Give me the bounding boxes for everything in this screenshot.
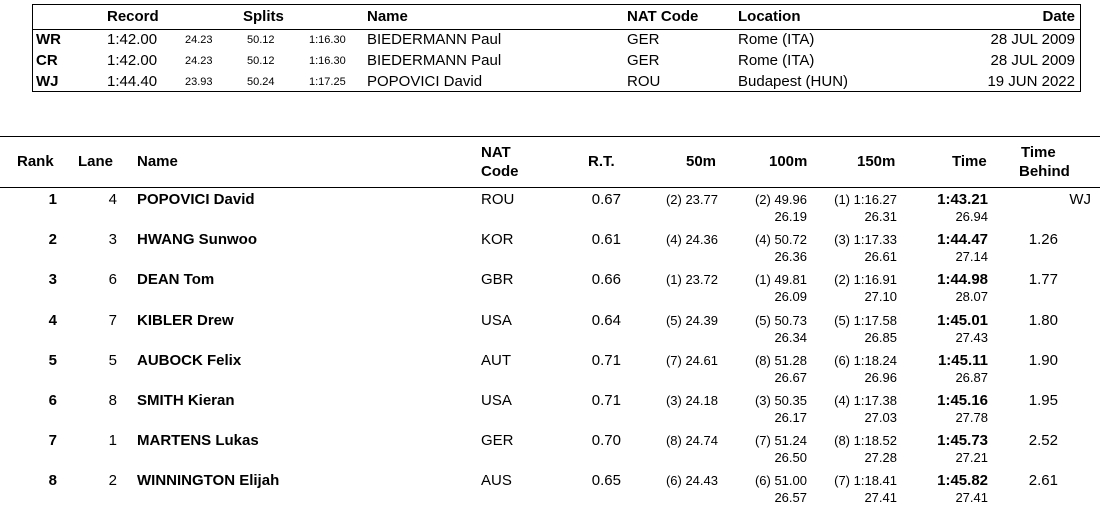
record-date: 28 JUL 2009	[990, 31, 1075, 48]
record-name: BIEDERMANN Paul	[367, 52, 502, 69]
result-rt: 0.70	[591, 432, 621, 450]
result-s100b: 26.17	[774, 410, 807, 425]
record-date: 28 JUL 2009	[990, 52, 1075, 69]
result-row	[0, 430, 1100, 470]
result-time: 1:45.73	[937, 432, 988, 450]
result-rt: 0.61	[591, 231, 621, 249]
header-rt: R.T.	[588, 153, 615, 170]
record-s1: 24.23	[185, 55, 213, 67]
result-row	[0, 390, 1100, 430]
result-behind: 1.90	[1028, 351, 1058, 369]
record-date: 19 JUN 2022	[987, 73, 1075, 90]
result-s150b: 27.10	[864, 289, 897, 305]
result-s50: (8) 24.74	[665, 433, 718, 449]
result-s150b: 27.28	[864, 450, 897, 466]
result-s150b: 27.41	[864, 490, 897, 506]
record-code: WJ	[36, 73, 59, 90]
record-name: BIEDERMANN Paul	[367, 31, 502, 48]
record-nat: ROU	[627, 73, 661, 90]
result-behind: 1.80	[1028, 311, 1058, 329]
result-timeb: 26.94	[955, 209, 988, 224]
result-behind: 1.26	[1028, 231, 1058, 249]
result-behind: 1.95	[1028, 392, 1058, 409]
result-row	[0, 189, 1100, 229]
result-lane: 5	[108, 351, 117, 369]
result-row	[0, 310, 1100, 350]
records-header-splits: Splits	[243, 8, 284, 25]
result-rank: 5	[48, 351, 57, 369]
result-s150: (1) 1:16.27	[834, 192, 897, 207]
result-rt: 0.71	[591, 392, 621, 409]
result-s150b: 26.85	[864, 329, 897, 345]
result-timeb: 27.21	[955, 450, 988, 466]
result-s150: (6) 1:18.24	[834, 352, 897, 368]
record-location: Budapest (HUN)	[738, 73, 849, 90]
records-table	[32, 4, 1081, 92]
header-100m: 100m	[769, 153, 808, 170]
result-row	[0, 229, 1100, 269]
result-row	[0, 470, 1100, 510]
header-50m: 50m	[686, 153, 717, 170]
result-s150: (7) 1:18.41	[834, 473, 897, 489]
result-time: 1:45.01	[937, 311, 988, 329]
result-rank: 6	[48, 392, 57, 409]
records-header-row	[33, 5, 1080, 30]
record-s3: 1:16.30	[309, 34, 346, 46]
result-timeb: 27.41	[955, 490, 988, 506]
result-s100: (7) 51.24	[754, 433, 807, 449]
result-s50: (1) 23.72	[665, 272, 718, 288]
result-s150: (8) 1:18.52	[834, 433, 897, 449]
result-s150: (4) 1:17.38	[834, 393, 897, 408]
result-s100b: 26.19	[774, 209, 807, 224]
result-time: 1:45.11	[937, 351, 988, 369]
result-time: 1:43.21	[937, 191, 988, 208]
record-code: WR	[36, 31, 61, 48]
result-name: POPOVICI David	[137, 191, 255, 208]
result-timeb: 27.43	[955, 329, 988, 345]
result-time: 1:44.98	[937, 271, 988, 289]
result-lane: 2	[108, 472, 117, 490]
result-rank: 7	[48, 432, 57, 450]
result-nat: AUS	[481, 472, 512, 490]
result-rank: 3	[48, 271, 57, 289]
result-s150b: 27.03	[864, 410, 897, 425]
header-lane: Lane	[78, 153, 114, 170]
result-lane: 6	[108, 271, 117, 289]
result-time: 1:45.16	[937, 392, 988, 409]
result-nat: ROU	[481, 191, 515, 208]
header-rank: Rank	[17, 153, 54, 170]
result-s150: (5) 1:17.58	[834, 312, 897, 328]
result-s100b: 26.34	[774, 329, 807, 345]
result-name: MARTENS Lukas	[137, 432, 259, 450]
result-s150b: 26.61	[864, 249, 897, 265]
result-name: DEAN Tom	[137, 271, 215, 289]
result-timeb: 27.78	[955, 410, 988, 425]
record-s3: 1:17.25	[309, 76, 346, 88]
result-rank: 8	[48, 472, 57, 490]
result-nat: AUT	[481, 351, 511, 369]
record-s2: 50.12	[247, 34, 275, 46]
result-s50: (4) 24.36	[665, 232, 718, 248]
result-s50: (7) 24.61	[665, 352, 718, 368]
result-s100: (2) 49.96	[754, 192, 807, 207]
records-header-record: Record	[107, 8, 159, 25]
result-lane: 7	[108, 311, 117, 329]
header-time-behind-2: Behind	[1019, 163, 1070, 180]
result-s100: (4) 50.72	[754, 232, 807, 248]
record-location: Rome (ITA)	[738, 52, 815, 69]
result-nat: USA	[481, 392, 512, 409]
record-s1: 23.93	[185, 76, 213, 88]
result-nat: USA	[481, 311, 512, 329]
result-s150: (3) 1:17.33	[834, 232, 897, 248]
record-location: Rome (ITA)	[738, 31, 815, 48]
result-name: SMITH Kieran	[137, 392, 235, 409]
record-s2: 50.24	[247, 76, 275, 88]
result-s100: (8) 51.28	[754, 352, 807, 368]
record-time: 1:42.00	[107, 52, 158, 69]
record-row	[33, 71, 1080, 92]
result-s50: (2) 23.77	[665, 192, 718, 207]
record-nat: GER	[627, 31, 660, 48]
result-row	[0, 269, 1100, 309]
result-timeb: 26.87	[955, 369, 988, 385]
record-code: CR	[36, 52, 58, 69]
record-name: POPOVICI David	[367, 73, 483, 90]
result-lane: 4	[108, 191, 117, 208]
result-s100b: 26.67	[774, 369, 807, 385]
record-s1: 24.23	[185, 34, 213, 46]
result-rank: 2	[48, 231, 57, 249]
result-s50: (5) 24.39	[665, 312, 718, 328]
results-header-row	[0, 136, 1100, 188]
record-time: 1:42.00	[107, 31, 158, 48]
result-name: HWANG Sunwoo	[137, 231, 257, 249]
result-rec: WJ	[1069, 191, 1091, 208]
result-rank: 4	[48, 311, 57, 329]
record-row	[33, 50, 1080, 71]
result-rt: 0.65	[591, 472, 621, 490]
result-s150: (2) 1:16.91	[834, 272, 897, 288]
result-s100: (1) 49.81	[754, 272, 807, 288]
record-s2: 50.12	[247, 55, 275, 67]
result-s50: (3) 24.18	[665, 393, 718, 408]
result-s100b: 26.36	[774, 249, 807, 265]
records-header-name: Name	[367, 8, 408, 25]
result-behind: 1.77	[1028, 271, 1058, 289]
result-nat: GBR	[481, 271, 514, 289]
result-time: 1:45.82	[937, 472, 988, 490]
records-header-date: Date	[1042, 8, 1075, 25]
result-lane: 8	[108, 392, 117, 409]
result-rt: 0.64	[591, 311, 621, 329]
result-timeb: 27.14	[955, 249, 988, 265]
records-header-location: Location	[738, 8, 801, 25]
result-rank: 1	[48, 191, 57, 208]
result-s100: (6) 51.00	[754, 473, 807, 489]
result-behind: 2.52	[1028, 432, 1058, 450]
result-s150b: 26.31	[864, 209, 897, 224]
header-time-behind-1: Time	[1021, 144, 1056, 161]
header-name: Name	[137, 153, 178, 170]
header-code: Code	[481, 163, 519, 180]
result-name: AUBOCK Felix	[137, 351, 242, 369]
record-row	[33, 29, 1080, 50]
result-s100b: 26.50	[774, 450, 807, 466]
header-nat: NAT	[481, 144, 511, 161]
result-name: KIBLER Drew	[137, 311, 234, 329]
header-150m: 150m	[857, 153, 896, 170]
result-nat: KOR	[481, 231, 514, 249]
result-s100: (3) 50.35	[754, 393, 807, 408]
result-s150b: 26.96	[864, 369, 897, 385]
header-time: Time	[952, 153, 987, 170]
result-name: WINNINGTON Elijah	[137, 472, 280, 490]
result-rt: 0.71	[591, 351, 621, 369]
result-row	[0, 350, 1100, 390]
result-timeb: 28.07	[955, 289, 988, 305]
result-lane: 3	[108, 231, 117, 249]
result-s100b: 26.57	[774, 490, 807, 506]
result-rt: 0.67	[591, 191, 621, 208]
result-rt: 0.66	[591, 271, 621, 289]
records-header-nat: NAT Code	[627, 8, 699, 25]
result-behind: 2.61	[1028, 472, 1058, 490]
record-s3: 1:16.30	[309, 55, 346, 67]
result-lane: 1	[108, 432, 117, 450]
record-nat: GER	[627, 52, 660, 69]
result-s100: (5) 50.73	[754, 312, 807, 328]
record-time: 1:44.40	[107, 73, 158, 90]
result-s50: (6) 24.43	[665, 473, 718, 489]
result-nat: GER	[481, 432, 514, 450]
result-s100b: 26.09	[774, 289, 807, 305]
result-time: 1:44.47	[937, 231, 988, 249]
